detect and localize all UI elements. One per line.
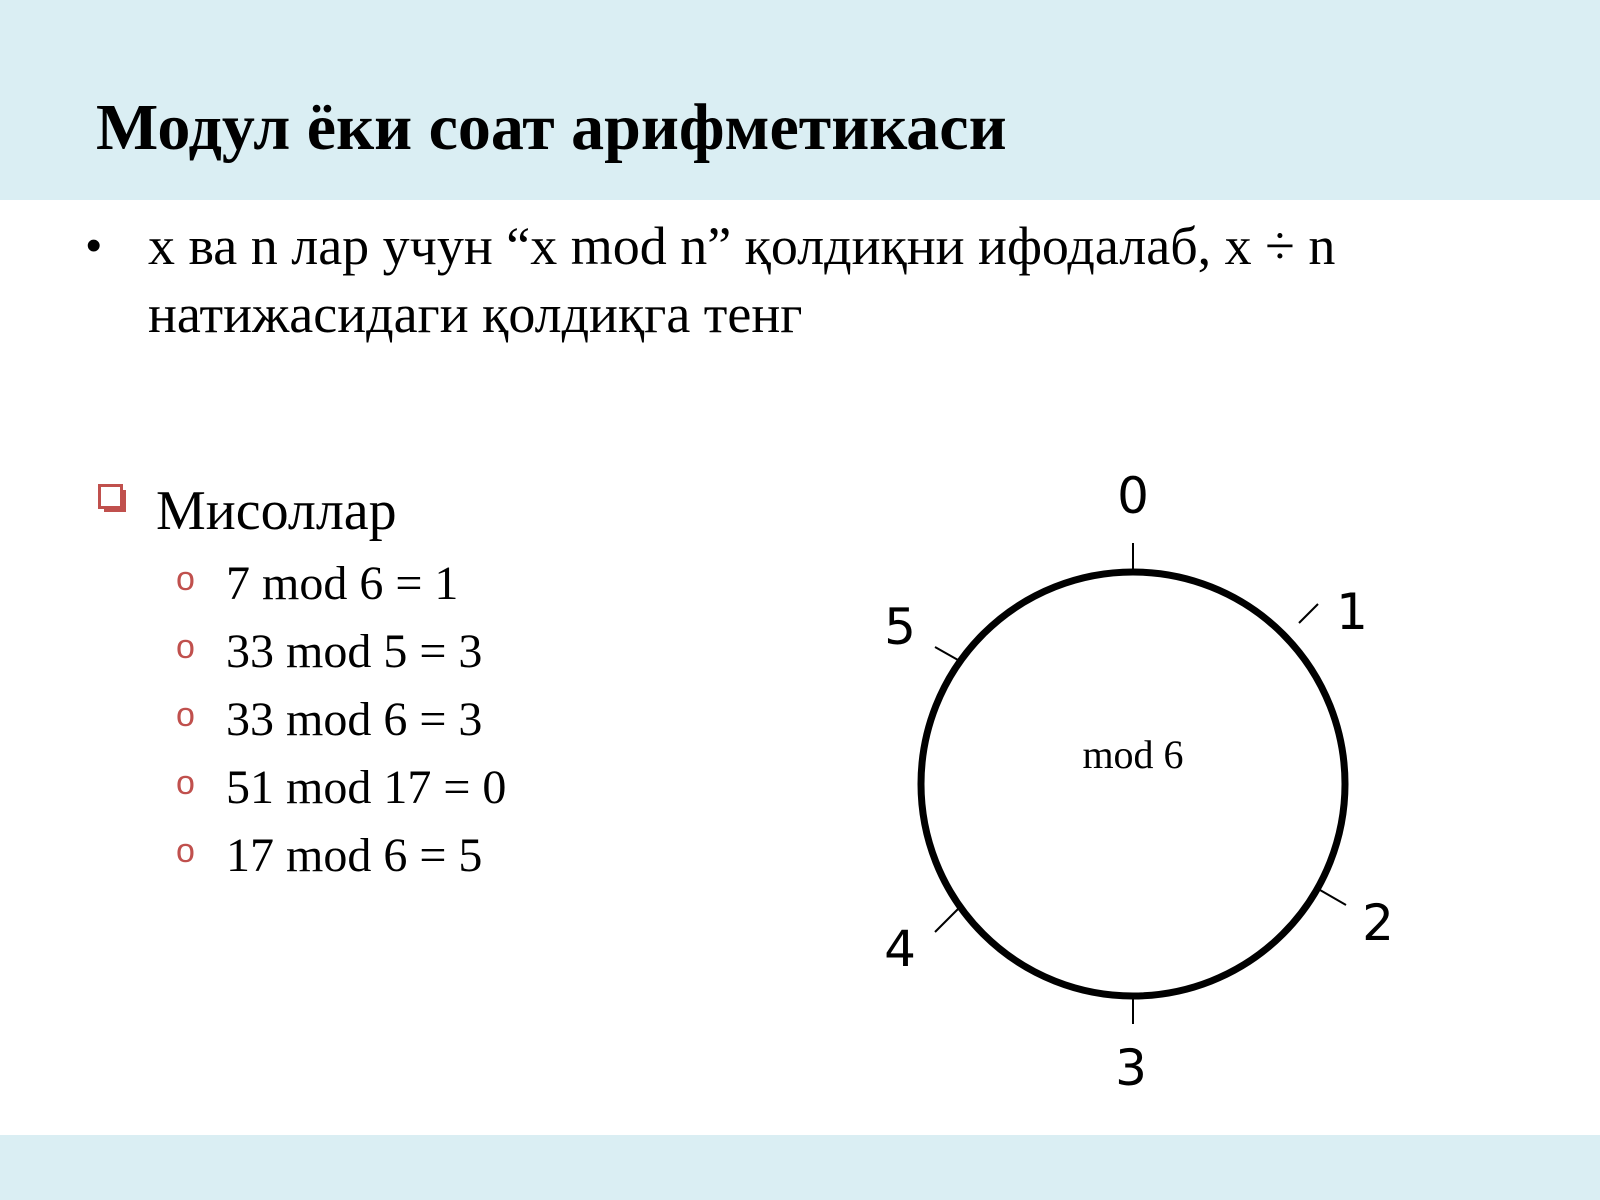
clock-number-3: 3 (1115, 1039, 1147, 1097)
circle-bullet-icon: o (176, 628, 195, 666)
main-bullet-text: x ва n лар учун “x mod n” қолдиқни ифодалаб, x ÷ n натижасидаги қолдиқга тенг (148, 216, 1336, 344)
example-text: 51 mod 17 = 0 (226, 761, 507, 814)
example-text: 33 mod 6 = 3 (226, 693, 483, 746)
tick-4 (935, 909, 958, 932)
clock-center-label: mod 6 (1082, 732, 1184, 777)
circle-bullet-icon: o (176, 832, 195, 870)
example-text: 17 mod 6 = 5 (226, 829, 483, 882)
circle-bullet-icon: o (176, 764, 195, 802)
clock-diagram (850, 450, 1410, 1110)
example-text: 7 mod 6 = 1 (226, 557, 459, 610)
slide-title: Модул ёки соат арифметикаси (96, 91, 1007, 164)
example-text: 33 mod 5 = 3 (226, 625, 483, 678)
examples-label: Мисоллар (156, 480, 397, 542)
clock-number-2: 2 (1362, 894, 1394, 952)
tick-1 (1299, 604, 1318, 623)
checkbox-bullet-icon (98, 484, 128, 514)
tick-2 (1320, 890, 1346, 905)
clock-circle (921, 572, 1345, 996)
circle-bullet-icon: o (176, 696, 195, 734)
tick-5 (935, 647, 958, 660)
clock-number-5: 5 (884, 598, 916, 656)
bullet-dot-icon: • (86, 221, 102, 270)
circle-bullet-icon: o (176, 560, 195, 598)
clock-number-1: 1 (1336, 583, 1368, 641)
clock-number-0: 0 (1117, 467, 1149, 525)
footer-band (0, 1135, 1600, 1200)
clock-number-4: 4 (884, 920, 916, 978)
